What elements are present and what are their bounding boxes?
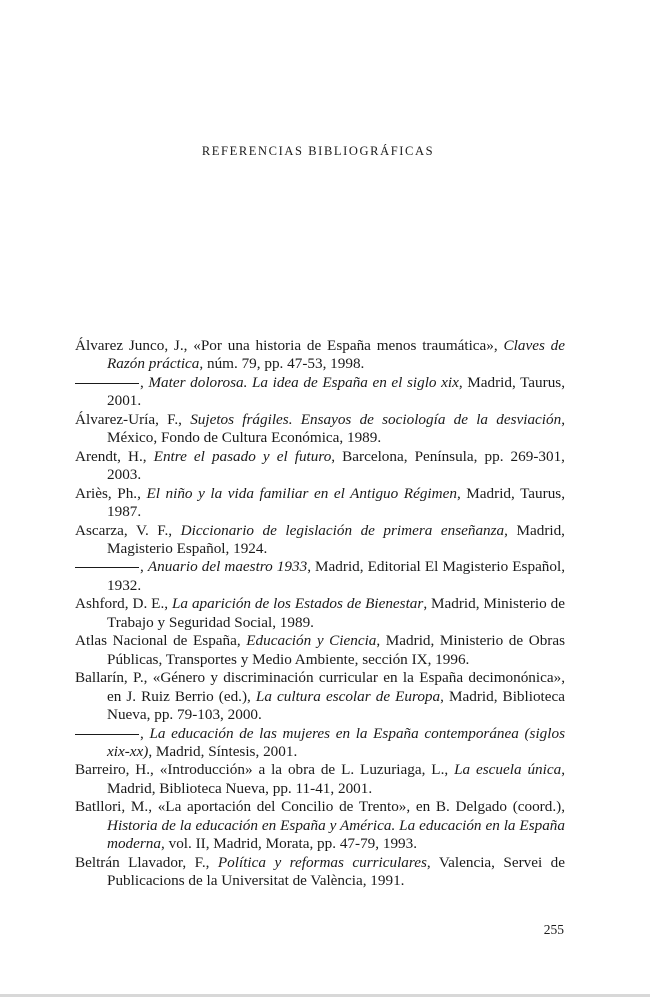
work-title: Mater dolorosa. La idea de España en el siglo xix bbox=[148, 373, 459, 391]
reference-entry bbox=[75, 725, 565, 762]
reference-text: Álvarez-Uría, F., bbox=[75, 410, 191, 428]
work-title: La aparición de los Estados de Bienestar bbox=[171, 595, 424, 613]
reference-entry bbox=[75, 854, 565, 891]
work-title: Diccionario de legislación de primera enseñanza bbox=[180, 521, 505, 539]
reference-text: , Madrid, Editorial El Magisterio Español, 1932. bbox=[107, 558, 566, 594]
reference-text: , México, Fondo de Cultura Económica, 1989. bbox=[107, 410, 565, 447]
reference-text: Atlas Nacional de España, bbox=[75, 632, 247, 650]
page-title: REFERENCIAS BIBLIOGRÁFICAS bbox=[201, 144, 435, 158]
reference-text: Beltrán Llavador, F., bbox=[75, 853, 218, 871]
reference-entry bbox=[75, 522, 565, 559]
reference-text: Batllori, M., «La aportación del Concilio de Trento», en B. Delgado (coord.), bbox=[75, 798, 565, 816]
reference-entry bbox=[75, 374, 565, 411]
reference-text: , bbox=[140, 373, 149, 391]
work-title: Historia de la educación en España y América. La educación en la España moderna bbox=[107, 816, 565, 853]
reference-text: , Madrid, Ministerio de Obras Públicas, Transportes y Medio Ambiente, sección IX, 1996. bbox=[107, 632, 565, 668]
repeat-author-dash bbox=[75, 383, 139, 384]
page-number: 255 bbox=[543, 922, 564, 937]
reference-text: , bbox=[140, 724, 150, 742]
reference-text: , Madrid, Magisterio Español, 1924. bbox=[107, 521, 565, 557]
reference-text: Barreiro, H., «Introducción» a la obra de L. Luzuriaga, L., bbox=[75, 761, 455, 779]
reference-text: , Madrid, Taurus, 1987. bbox=[107, 484, 566, 521]
reference-text: , Valencia, Servei de Publicacions de la Universitat de València, 1991. bbox=[107, 853, 566, 890]
reference-text: , Madrid, Biblioteca Nueva, pp. 79-103, 2000. bbox=[107, 687, 565, 724]
reference-entry bbox=[75, 669, 565, 724]
work-title: Entre el pasado y el futuro bbox=[153, 447, 332, 465]
reference-entry bbox=[75, 595, 565, 632]
repeat-author-dash bbox=[75, 567, 139, 568]
reference-entry bbox=[75, 632, 565, 669]
reference-text: , Madrid, Biblioteca Nueva, pp. 11-41, 2001. bbox=[107, 761, 565, 797]
reference-entry bbox=[75, 448, 565, 485]
work-title: La escuela única bbox=[454, 761, 562, 779]
reference-text: , núm. 79, pp. 47-53, 1998. bbox=[199, 355, 365, 373]
reference-text: , Barcelona, Península, pp. 269-301, 2003. bbox=[107, 447, 565, 484]
reference-list bbox=[75, 337, 565, 891]
reference-text: Álvarez Junco, J., «Por una historia de España menos traumática», bbox=[75, 337, 504, 354]
reference-text: , bbox=[140, 558, 148, 576]
work-title: Política y reformas curriculares bbox=[217, 853, 427, 871]
reference-entry bbox=[75, 337, 565, 374]
reference-text: Arendt, H., bbox=[75, 447, 154, 465]
reference-text: Ascarza, V. F., bbox=[75, 521, 181, 539]
reference-text: , Madrid, Síntesis, 2001. bbox=[148, 742, 298, 760]
reference-text: , vol. II, Madrid, Morata, pp. 47-79, 1993. bbox=[161, 835, 418, 853]
reference-text: , Madrid, Taurus, 2001. bbox=[107, 373, 565, 410]
work-title: Educación y Ciencia bbox=[246, 632, 377, 650]
work-title: Anuario del maestro 1933 bbox=[147, 558, 308, 576]
reference-entry bbox=[75, 558, 565, 595]
work-title: La cultura escolar de Europa bbox=[255, 687, 441, 705]
reference-entry bbox=[75, 485, 565, 522]
work-title: La educación de las mujeres en la España contemporánea (siglos xix-xx) bbox=[107, 724, 565, 760]
reference-text: Ashford, D. E., bbox=[75, 595, 172, 613]
work-title: Claves de Razón práctica bbox=[107, 337, 566, 373]
work-title: Sujetos frágiles. Ensayos de sociología de la desviación bbox=[190, 410, 562, 428]
reference-entry bbox=[75, 411, 565, 448]
work-title: El niño y la vida familiar en el Antiguo Régimen bbox=[146, 484, 457, 502]
reference-text: , Madrid, Ministerio de Trabajo y Seguridad Social, 1989. bbox=[107, 595, 565, 631]
reference-text: Ariès, Ph., bbox=[75, 484, 147, 502]
reference-entry bbox=[75, 761, 565, 798]
repeat-author-dash bbox=[75, 734, 139, 735]
reference-entry bbox=[75, 798, 565, 853]
reference-text: Ballarín, P., «Género y discriminación curricular en la España decimonónica», en J. Ruiz Berrio (ed.), bbox=[75, 669, 565, 705]
